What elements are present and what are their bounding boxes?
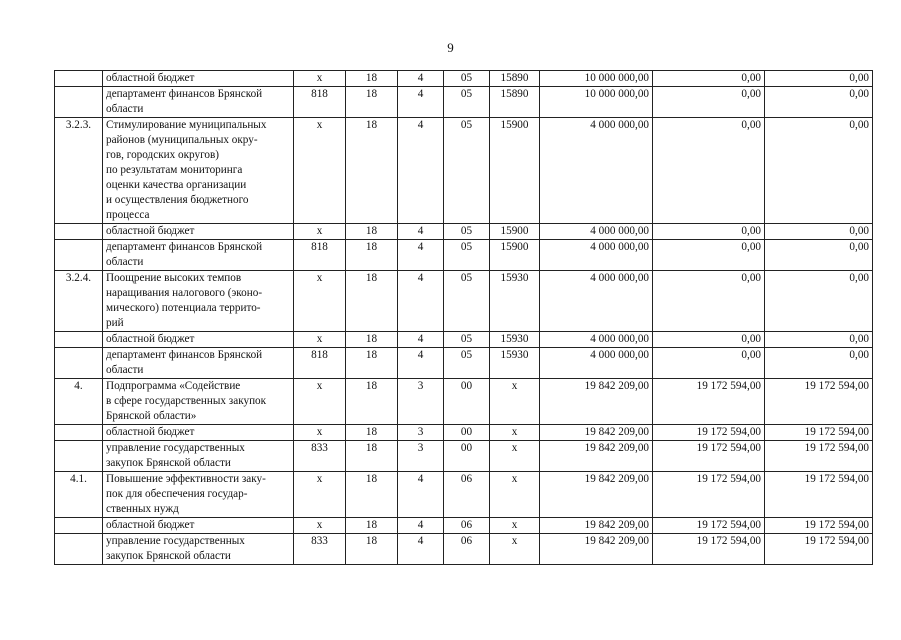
row-name-line: районов (муниципальных окру- bbox=[106, 134, 258, 146]
amount-year-2-cell: 19 172 594,00 bbox=[653, 425, 765, 441]
amount-year-2-cell: 0,00 bbox=[653, 271, 765, 332]
row-name-line: по результатам мониторинга bbox=[106, 164, 243, 176]
row-number-cell bbox=[55, 441, 103, 472]
row-name-line: мического) потенциала террито- bbox=[106, 302, 261, 314]
row-name-line: областной бюджет bbox=[106, 519, 195, 531]
row-name-cell bbox=[103, 348, 294, 379]
direction-code-cell: х bbox=[490, 379, 540, 425]
subprogram-code-cell: 00 bbox=[444, 379, 490, 425]
amount-year-1-cell: 10 000 000,00 bbox=[540, 71, 653, 87]
table-row bbox=[55, 224, 873, 240]
amount-year-1-cell: 19 842 209,00 bbox=[540, 441, 653, 472]
program-code-cell: 18 bbox=[346, 71, 398, 87]
grbs-code-cell: х bbox=[294, 71, 346, 87]
subprogram-code-cell: 06 bbox=[444, 518, 490, 534]
program-code-cell: 18 bbox=[346, 441, 398, 472]
row-name-line: наращивания налогового (эконо- bbox=[106, 287, 263, 299]
row-name-line: департамент финансов Брянской bbox=[106, 349, 263, 361]
row-number-cell bbox=[55, 518, 103, 534]
amount-year-1-cell: 4 000 000,00 bbox=[540, 118, 653, 224]
type-code-cell: 4 bbox=[398, 224, 444, 240]
table-row bbox=[55, 425, 873, 441]
grbs-code-cell: х bbox=[294, 118, 346, 224]
grbs-code-cell: 818 bbox=[294, 240, 346, 271]
type-code-cell: 4 bbox=[398, 240, 444, 271]
type-code-cell: 4 bbox=[398, 271, 444, 332]
amount-year-3-cell: 0,00 bbox=[765, 332, 873, 348]
row-name-cell bbox=[103, 224, 294, 240]
row-name-line: Подпрограмма «Содействие bbox=[106, 380, 241, 392]
row-number-cell: 3.2.4. bbox=[55, 271, 103, 332]
type-code-cell: 4 bbox=[398, 348, 444, 379]
row-name-cell bbox=[103, 118, 294, 224]
row-name-line: области bbox=[106, 364, 144, 376]
amount-year-1-cell: 4 000 000,00 bbox=[540, 224, 653, 240]
amount-year-2-cell: 19 172 594,00 bbox=[653, 518, 765, 534]
row-name-cell bbox=[103, 379, 294, 425]
amount-year-2-cell: 19 172 594,00 bbox=[653, 472, 765, 518]
type-code-cell: 4 bbox=[398, 332, 444, 348]
amount-year-3-cell: 19 172 594,00 bbox=[765, 425, 873, 441]
row-name-line: управление государственных bbox=[106, 535, 245, 547]
row-name-line: областной бюджет bbox=[106, 72, 195, 84]
row-number-cell bbox=[55, 425, 103, 441]
type-code-cell: 4 bbox=[398, 118, 444, 224]
table-row bbox=[55, 271, 873, 332]
amount-year-1-cell: 4 000 000,00 bbox=[540, 240, 653, 271]
row-name-cell bbox=[103, 240, 294, 271]
amount-year-2-cell: 19 172 594,00 bbox=[653, 534, 765, 565]
direction-code-cell: х bbox=[490, 518, 540, 534]
amount-year-1-cell: 19 842 209,00 bbox=[540, 518, 653, 534]
type-code-cell: 3 bbox=[398, 425, 444, 441]
row-name-line: рий bbox=[106, 317, 124, 329]
amount-year-2-cell: 0,00 bbox=[653, 348, 765, 379]
amount-year-3-cell: 0,00 bbox=[765, 271, 873, 332]
amount-year-2-cell: 0,00 bbox=[653, 87, 765, 118]
row-name-line: и осуществления бюджетного bbox=[106, 194, 249, 206]
program-code-cell: 18 bbox=[346, 87, 398, 118]
row-number-cell bbox=[55, 348, 103, 379]
table-row bbox=[55, 379, 873, 425]
subprogram-code-cell: 05 bbox=[444, 271, 490, 332]
row-name-line: в сфере государственных закупок bbox=[106, 395, 267, 407]
row-name-cell bbox=[103, 425, 294, 441]
row-number-cell: 4. bbox=[55, 379, 103, 425]
amount-year-2-cell: 0,00 bbox=[653, 118, 765, 224]
amount-year-2-cell: 19 172 594,00 bbox=[653, 379, 765, 425]
program-code-cell: 18 bbox=[346, 224, 398, 240]
amount-year-3-cell: 0,00 bbox=[765, 224, 873, 240]
subprogram-code-cell: 05 bbox=[444, 118, 490, 224]
direction-code-cell: х bbox=[490, 425, 540, 441]
row-name-line: Повышение эффективности заку- bbox=[106, 473, 266, 485]
subprogram-code-cell: 06 bbox=[444, 534, 490, 565]
subprogram-code-cell: 00 bbox=[444, 441, 490, 472]
program-code-cell: 18 bbox=[346, 425, 398, 441]
amount-year-3-cell: 0,00 bbox=[765, 71, 873, 87]
amount-year-1-cell: 4 000 000,00 bbox=[540, 271, 653, 332]
amount-year-1-cell: 19 842 209,00 bbox=[540, 425, 653, 441]
row-name-line: Стимулирование муниципальных bbox=[106, 119, 267, 131]
grbs-code-cell: х bbox=[294, 271, 346, 332]
row-name-line: департамент финансов Брянской bbox=[106, 88, 263, 100]
row-number-cell: 4.1. bbox=[55, 472, 103, 518]
amount-year-1-cell: 4 000 000,00 bbox=[540, 332, 653, 348]
row-name-line: Брянской области» bbox=[106, 410, 197, 422]
table-row bbox=[55, 240, 873, 271]
amount-year-1-cell: 19 842 209,00 bbox=[540, 472, 653, 518]
type-code-cell: 3 bbox=[398, 379, 444, 425]
row-name-line: оценки качества организации bbox=[106, 179, 247, 191]
subprogram-code-cell: 05 bbox=[444, 224, 490, 240]
row-name-line: Поощрение высоких темпов bbox=[106, 272, 242, 284]
row-number-cell bbox=[55, 71, 103, 87]
subprogram-code-cell: 05 bbox=[444, 240, 490, 271]
table-row bbox=[55, 472, 873, 518]
subprogram-code-cell: 00 bbox=[444, 425, 490, 441]
row-name-cell bbox=[103, 271, 294, 332]
subprogram-code-cell: 05 bbox=[444, 348, 490, 379]
table-row bbox=[55, 441, 873, 472]
program-code-cell: 18 bbox=[346, 240, 398, 271]
grbs-code-cell: 818 bbox=[294, 87, 346, 118]
amount-year-3-cell: 19 172 594,00 bbox=[765, 518, 873, 534]
grbs-code-cell: х bbox=[294, 518, 346, 534]
amount-year-2-cell: 19 172 594,00 bbox=[653, 441, 765, 472]
row-name-cell bbox=[103, 534, 294, 565]
grbs-code-cell: 818 bbox=[294, 348, 346, 379]
row-number-cell bbox=[55, 534, 103, 565]
table-row bbox=[55, 71, 873, 87]
row-name-line: гов, городских округов) bbox=[106, 149, 219, 161]
table-row bbox=[55, 118, 873, 224]
amount-year-1-cell: 19 842 209,00 bbox=[540, 379, 653, 425]
type-code-cell: 4 bbox=[398, 534, 444, 565]
budget-table bbox=[54, 70, 873, 565]
type-code-cell: 4 bbox=[398, 518, 444, 534]
grbs-code-cell: х bbox=[294, 332, 346, 348]
row-number-cell bbox=[55, 332, 103, 348]
row-name-line: областной бюджет bbox=[106, 225, 195, 237]
row-name-line: закупок Брянской области bbox=[106, 550, 231, 562]
row-name-cell bbox=[103, 441, 294, 472]
grbs-code-cell: х bbox=[294, 379, 346, 425]
row-name-cell bbox=[103, 472, 294, 518]
row-number-cell: 3.2.3. bbox=[55, 118, 103, 224]
row-name-cell bbox=[103, 87, 294, 118]
amount-year-1-cell: 10 000 000,00 bbox=[540, 87, 653, 118]
type-code-cell: 4 bbox=[398, 87, 444, 118]
row-name-line: областной бюджет bbox=[106, 333, 195, 345]
amount-year-1-cell: 4 000 000,00 bbox=[540, 348, 653, 379]
type-code-cell: 4 bbox=[398, 71, 444, 87]
program-code-cell: 18 bbox=[346, 379, 398, 425]
grbs-code-cell: х bbox=[294, 425, 346, 441]
amount-year-3-cell: 0,00 bbox=[765, 240, 873, 271]
row-name-line: управление государственных bbox=[106, 442, 245, 454]
amount-year-3-cell: 19 172 594,00 bbox=[765, 472, 873, 518]
subprogram-code-cell: 05 bbox=[444, 71, 490, 87]
direction-code-cell: 15890 bbox=[490, 71, 540, 87]
program-code-cell: 18 bbox=[346, 348, 398, 379]
type-code-cell: 3 bbox=[398, 441, 444, 472]
row-name-line: закупок Брянской области bbox=[106, 457, 231, 469]
table-row bbox=[55, 87, 873, 118]
grbs-code-cell: х bbox=[294, 224, 346, 240]
direction-code-cell: х bbox=[490, 472, 540, 518]
row-number-cell bbox=[55, 240, 103, 271]
table-row bbox=[55, 518, 873, 534]
subprogram-code-cell: 05 bbox=[444, 87, 490, 118]
direction-code-cell: 15900 bbox=[490, 240, 540, 271]
grbs-code-cell: х bbox=[294, 472, 346, 518]
row-name-line: процесса bbox=[106, 209, 150, 221]
direction-code-cell: 15890 bbox=[490, 87, 540, 118]
amount-year-3-cell: 19 172 594,00 bbox=[765, 379, 873, 425]
amount-year-1-cell: 19 842 209,00 bbox=[540, 534, 653, 565]
subprogram-code-cell: 06 bbox=[444, 472, 490, 518]
table-row bbox=[55, 534, 873, 565]
program-code-cell: 18 bbox=[346, 332, 398, 348]
row-name-line: ственных нужд bbox=[106, 503, 179, 515]
amount-year-3-cell: 0,00 bbox=[765, 87, 873, 118]
row-name-cell bbox=[103, 71, 294, 87]
row-name-line: области bbox=[106, 256, 144, 268]
amount-year-2-cell: 0,00 bbox=[653, 332, 765, 348]
row-name-line: области bbox=[106, 103, 144, 115]
amount-year-3-cell: 19 172 594,00 bbox=[765, 534, 873, 565]
row-name-line: областной бюджет bbox=[106, 426, 195, 438]
direction-code-cell: 15930 bbox=[490, 348, 540, 379]
amount-year-3-cell: 0,00 bbox=[765, 348, 873, 379]
table-row bbox=[55, 348, 873, 379]
program-code-cell: 18 bbox=[346, 534, 398, 565]
row-name-line: департамент финансов Брянской bbox=[106, 241, 263, 253]
direction-code-cell: 15930 bbox=[490, 271, 540, 332]
table-row bbox=[55, 332, 873, 348]
direction-code-cell: 15900 bbox=[490, 118, 540, 224]
amount-year-3-cell: 0,00 bbox=[765, 118, 873, 224]
amount-year-2-cell: 0,00 bbox=[653, 71, 765, 87]
program-code-cell: 18 bbox=[346, 271, 398, 332]
amount-year-3-cell: 19 172 594,00 bbox=[765, 441, 873, 472]
row-name-line: пок для обеспечения государ- bbox=[106, 488, 248, 500]
type-code-cell: 4 bbox=[398, 472, 444, 518]
grbs-code-cell: 833 bbox=[294, 441, 346, 472]
program-code-cell: 18 bbox=[346, 118, 398, 224]
row-name-cell bbox=[103, 332, 294, 348]
direction-code-cell: 15900 bbox=[490, 224, 540, 240]
row-number-cell bbox=[55, 224, 103, 240]
subprogram-code-cell: 05 bbox=[444, 332, 490, 348]
amount-year-2-cell: 0,00 bbox=[653, 240, 765, 271]
program-code-cell: 18 bbox=[346, 518, 398, 534]
grbs-code-cell: 833 bbox=[294, 534, 346, 565]
direction-code-cell: 15930 bbox=[490, 332, 540, 348]
amount-year-2-cell: 0,00 bbox=[653, 224, 765, 240]
page-number: 9 bbox=[447, 40, 454, 55]
row-name-cell bbox=[103, 518, 294, 534]
program-code-cell: 18 bbox=[346, 472, 398, 518]
row-number-cell bbox=[55, 87, 103, 118]
direction-code-cell: х bbox=[490, 441, 540, 472]
direction-code-cell: х bbox=[490, 534, 540, 565]
